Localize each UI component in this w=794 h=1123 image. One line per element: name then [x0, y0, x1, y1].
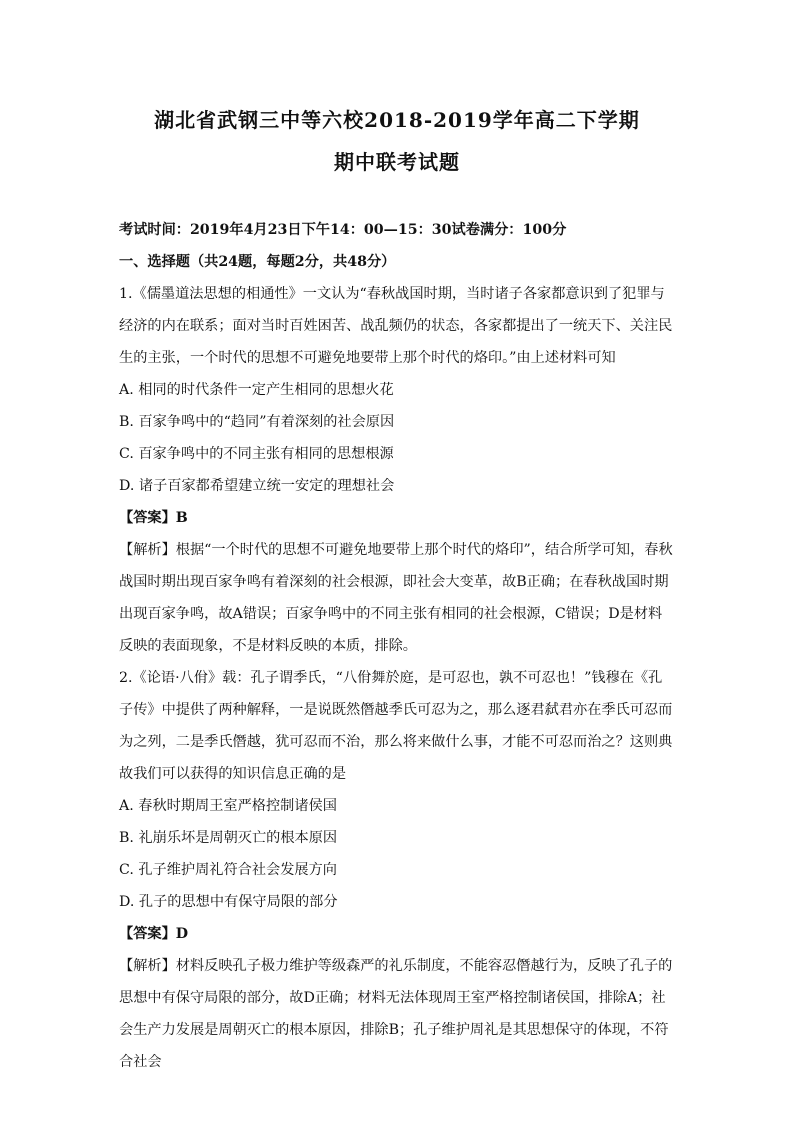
document-body	[119, 214, 675, 1078]
question-2-analysis: 【解析】材料反映孔子极力维护等级森严的礼乐制度，不能容忍僭越行为，反映了孔子的思想中有保守局限的部分，故D正确；材料无法体现周王室严格控制诸侯国，排除A；社会生产力发展是周朝灭亡的根本原因，排除B；孔子维护周礼是其思想保守的体现，不符合社会	[119, 958, 673, 1070]
question-1-answer: 【答案】B	[119, 510, 188, 526]
question-2-stem: 2.《论语·八佾》载：孔子谓季氏，“八佾舞於庭，是可忍也，孰不可忍也！”钱穆在《孔子传》中提供了两种解释，一是说既然僭越季氏可忍为之，那么逐君弑君亦在季氏可忍而为之列，二是季氏僭越，犹可忍而不治，那么将来做什么事，才能不可忍而治之？这则典故我们可以获得的知识信息正确的是	[119, 670, 673, 782]
question-1-option-a: A. 相同的时代条件一定产生相同的思想火花	[119, 382, 394, 398]
question-2-answer: 【答案】D	[119, 926, 189, 942]
question-1-option-c: C. 百家争鸣中的不同主张有相同的思想根源	[119, 446, 394, 462]
exam-info: 考试时间：2019年4月23日下午14：00—15：30试卷满分：100分	[119, 222, 567, 238]
question-2-option-a: A. 春秋时期周王室严格控制诸侯国	[119, 798, 337, 814]
question-1-analysis: 【解析】根据“一个时代的思想不可避免地要带上那个时代的烙印”，结合所学可知，春秋战国时期出现百家争鸣有着深刻的社会根源，即社会大变革，故B正确；在春秋战国时期出现百家争鸣，故A错误；百家争鸣中的不同主张有相同的社会根源，C错误；D是材料反映的表面现象，不是材料反映的本质，排除。	[119, 542, 673, 654]
question-2-option-d: D. 孔子的思想中有保守局限的部分	[119, 894, 338, 910]
question-2-option-c: C. 孔子维护周礼符合社会发展方向	[119, 862, 337, 878]
document-subtitle: 期中联考试题	[334, 150, 460, 174]
question-1-option-b: B. 百家争鸣中的“趋同”有着深刻的社会原因	[119, 414, 395, 430]
question-1-option-d: D. 诸子百家都希望建立统一安定的理想社会	[119, 478, 395, 494]
question-2-option-b: B. 礼崩乐坏是周朝灭亡的根本原因	[119, 830, 338, 846]
document-title: 湖北省武钢三中等六校2018-2019学年高二下学期	[154, 108, 640, 132]
question-1-stem: 1.《儒墨道法思想的相通性》一文认为“春秋战国时期，当时诸子各家都意识到了犯罪与经济的内在联系；面对当时百姓困苦、战乱频仍的状态，各家都提出了一统天下、关注民生的主张，一个时代的思想不可避免地要带上那个时代的烙印。”由上述材料可知	[119, 286, 673, 366]
section-heading: 一、选择题（共24题，每题2分，共48分）	[119, 254, 396, 270]
